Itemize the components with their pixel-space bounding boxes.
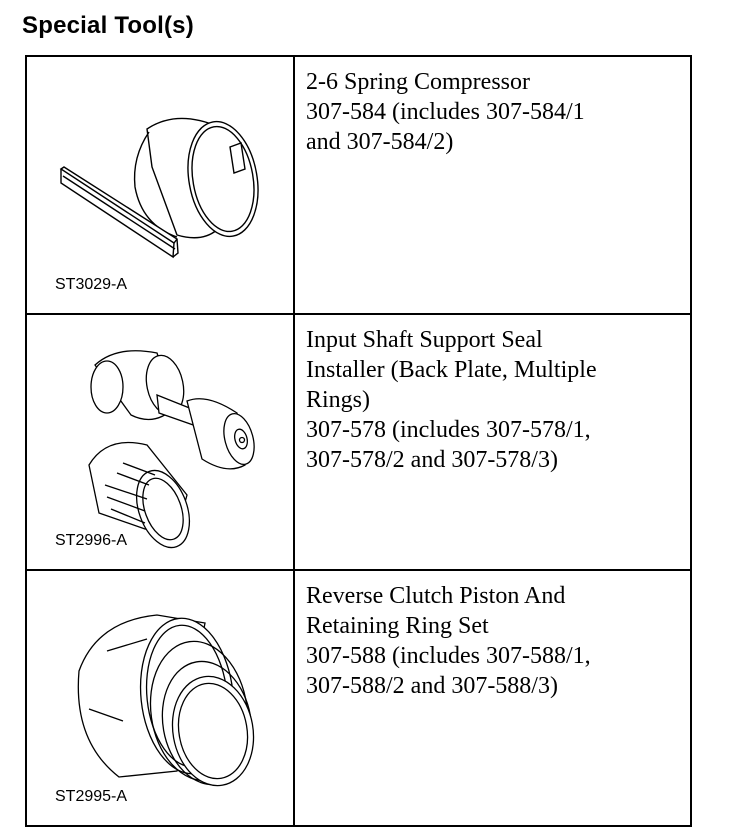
tool-row-piston-ring-set: [27, 571, 690, 825]
description-line: Installer (Back Plate, Multiple: [306, 357, 597, 383]
tool-row-spring-compressor: [27, 57, 690, 313]
description-line: 307-584 (includes 307-584/1: [306, 99, 585, 125]
description-line: Rings): [306, 387, 371, 413]
description-line: Reverse Clutch Piston And: [306, 583, 566, 609]
description-line: Input Shaft Support Seal: [306, 327, 543, 353]
description-line: 2-6 Spring Compressor: [306, 69, 530, 95]
special-tools-table: [25, 55, 692, 827]
tool-description: [306, 325, 686, 475]
description-line: 307-588 (includes 307-588/1,: [306, 643, 591, 669]
tool-row-seal-installer: [27, 315, 690, 569]
image-code-label: ST3029-A: [55, 276, 128, 293]
tool-image-cell: [27, 571, 293, 825]
tool-description: [306, 581, 686, 701]
column-divider: [293, 57, 295, 825]
tool-description: [306, 67, 686, 157]
description-line: and 307-584/2): [306, 129, 454, 155]
description-line: 307-578 (includes 307-578/1,: [306, 417, 591, 443]
description-line: 307-588/2 and 307-588/3): [306, 673, 558, 699]
tool-image-cell: [27, 315, 293, 569]
image-code-label: ST2995-A: [55, 788, 128, 805]
tool-image-cell: [27, 57, 293, 313]
page-title: Special Tool(s): [22, 12, 194, 39]
description-line: 307-578/2 and 307-578/3): [306, 447, 558, 473]
image-code-label: ST2996-A: [55, 532, 128, 549]
description-line: Retaining Ring Set: [306, 613, 489, 639]
